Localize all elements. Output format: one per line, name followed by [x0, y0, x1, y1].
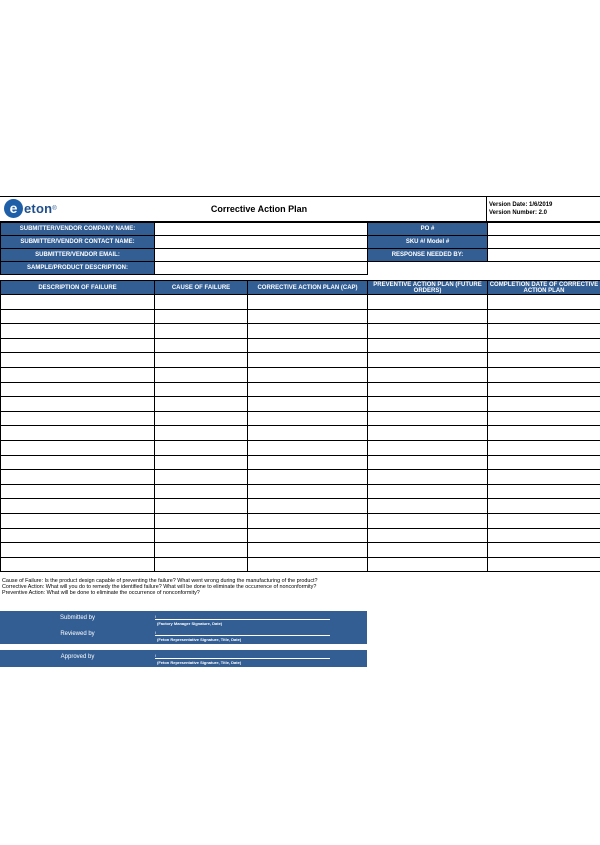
note-corrective: Corrective Action: What will you do to remedy the identified failure? What will be done to eliminate the occurrence of nonconformity?	[2, 584, 317, 591]
cause-cell[interactable]	[155, 353, 248, 368]
corrective-action-cell[interactable]	[248, 295, 368, 310]
product-description-field[interactable]	[155, 262, 368, 275]
corrective-action-cell[interactable]	[248, 309, 368, 324]
corrective-action-cell[interactable]	[248, 528, 368, 543]
feton-rep-caption: (Feton Representative Signature, Title, Date)	[157, 637, 242, 642]
corrective-action-cell[interactable]	[248, 353, 368, 368]
cause-cell[interactable]	[155, 397, 248, 412]
preventive-action-cell[interactable]	[368, 499, 488, 514]
preventive-action-cell[interactable]	[368, 338, 488, 353]
preventive-action-cell[interactable]	[368, 324, 488, 339]
table-row	[1, 367, 600, 382]
corrective-action-cell[interactable]	[248, 513, 368, 528]
corrective-action-cell[interactable]	[248, 484, 368, 499]
email-field[interactable]	[155, 249, 368, 262]
table-row	[1, 513, 600, 528]
completion-date-cell[interactable]	[488, 470, 600, 485]
table-row	[1, 295, 600, 310]
preventive-action-cell[interactable]	[368, 484, 488, 499]
description-cell[interactable]	[1, 397, 155, 412]
description-cell[interactable]	[1, 367, 155, 382]
reviewed-by-label: Reviewed by	[60, 631, 95, 637]
completion-date-cell[interactable]	[488, 543, 600, 558]
table-row	[1, 470, 600, 485]
completion-date-cell[interactable]	[488, 484, 600, 499]
feton-logo	[4, 199, 57, 218]
cause-cell[interactable]	[155, 543, 248, 558]
submitted-by-signature-line[interactable]	[155, 618, 330, 620]
preventive-action-cell[interactable]	[368, 426, 488, 441]
description-cell[interactable]	[1, 324, 155, 339]
col-preventive-action-plan: PREVENTIVE ACTION PLAN (FUTURE ORDERS)	[368, 281, 488, 295]
cause-cell[interactable]	[155, 338, 248, 353]
description-cell[interactable]	[1, 557, 155, 572]
description-cell[interactable]	[1, 353, 155, 368]
description-cell[interactable]	[1, 309, 155, 324]
cause-cell[interactable]	[155, 484, 248, 499]
description-cell[interactable]	[1, 484, 155, 499]
corrective-action-cell[interactable]	[248, 543, 368, 558]
cause-cell[interactable]	[155, 470, 248, 485]
approved-by-signature-line[interactable]	[155, 657, 330, 659]
col-cause-of-failure: CAUSE OF FAILURE	[155, 281, 248, 295]
table-row	[1, 528, 600, 543]
preventive-action-cell[interactable]	[368, 397, 488, 412]
cause-cell[interactable]	[155, 426, 248, 441]
cause-cell[interactable]	[155, 324, 248, 339]
form-title: Corrective Action Plan	[210, 204, 308, 214]
cause-cell[interactable]	[155, 455, 248, 470]
preventive-action-cell[interactable]	[368, 353, 488, 368]
info-table	[0, 222, 600, 275]
response-needed-field[interactable]	[488, 249, 600, 262]
corrective-action-cell[interactable]	[248, 557, 368, 572]
corrective-action-cell[interactable]	[248, 338, 368, 353]
description-cell[interactable]	[1, 470, 155, 485]
logo-registered: ®	[52, 205, 57, 212]
approved-by-label: Approved by	[60, 654, 95, 660]
response-needed-label: RESPONSE NEEDED BY:	[368, 249, 488, 262]
reviewed-by-signature-line[interactable]	[155, 634, 330, 636]
description-cell[interactable]	[1, 295, 155, 310]
note-cause: Cause of Failure: Is the product design capable of preventing the failure? What went wrong during the manufacturing of the product?	[2, 578, 318, 584]
completion-date-cell[interactable]	[488, 309, 600, 324]
contact-name-label: SUBMITTER/VENDOR CONTACT NAME:	[1, 236, 155, 249]
description-cell[interactable]	[1, 426, 155, 441]
table-row	[1, 484, 600, 499]
email-label: SUBMITTER/VENDOR EMAIL:	[1, 249, 155, 262]
table-row	[1, 455, 600, 470]
preventive-action-cell[interactable]	[368, 367, 488, 382]
contact-name-field[interactable]	[155, 236, 368, 249]
corrective-action-cell[interactable]	[248, 397, 368, 412]
cap-table	[0, 280, 600, 572]
completion-date-cell[interactable]	[488, 338, 600, 353]
completion-date-cell[interactable]	[488, 513, 600, 528]
completion-date-cell[interactable]	[488, 455, 600, 470]
submitted-by-label: Submitted by	[59, 615, 96, 621]
completion-date-cell[interactable]	[488, 411, 600, 426]
description-cell[interactable]	[1, 455, 155, 470]
table-row	[1, 338, 600, 353]
completion-date-cell[interactable]	[488, 440, 600, 455]
preventive-action-cell[interactable]	[368, 295, 488, 310]
table-row	[1, 397, 600, 412]
approval-signature-box: Approved by I (Feton Representative Signature, Title, Date)	[0, 650, 367, 667]
table-row	[1, 543, 600, 558]
sku-field[interactable]	[488, 236, 600, 249]
preventive-action-cell[interactable]	[368, 513, 488, 528]
preventive-action-cell[interactable]	[368, 528, 488, 543]
corrective-action-cell[interactable]	[248, 499, 368, 514]
logo-text: eton	[24, 201, 53, 216]
completion-date-cell[interactable]	[488, 426, 600, 441]
submission-signature-box: Submitted by I (Factory Manager Signature, Date) Reviewed by I (Feton Representative Signature, Title, Date)	[0, 611, 367, 644]
description-cell[interactable]	[1, 411, 155, 426]
company-name-field[interactable]	[155, 223, 368, 236]
corrective-action-cell[interactable]	[248, 426, 368, 441]
cause-cell[interactable]	[155, 411, 248, 426]
version-box	[486, 197, 600, 221]
completion-date-cell[interactable]	[488, 367, 600, 382]
table-row	[1, 324, 600, 339]
preventive-action-cell[interactable]	[368, 470, 488, 485]
cause-cell[interactable]	[155, 295, 248, 310]
preventive-action-cell[interactable]	[368, 455, 488, 470]
cause-cell[interactable]	[155, 367, 248, 382]
description-cell[interactable]	[1, 440, 155, 455]
table-row	[1, 411, 600, 426]
cause-cell[interactable]	[155, 309, 248, 324]
table-row	[1, 499, 600, 514]
corrective-action-cell[interactable]	[248, 382, 368, 397]
preventive-action-cell[interactable]	[368, 557, 488, 572]
table-row	[1, 440, 600, 455]
table-row	[1, 557, 600, 572]
description-cell[interactable]	[1, 499, 155, 514]
completion-date-cell[interactable]	[488, 382, 600, 397]
table-row	[1, 309, 600, 324]
feton-rep-caption-approval: (Feton Representative Signature, Title, Date)	[157, 660, 242, 665]
description-cell[interactable]	[1, 338, 155, 353]
po-field[interactable]	[488, 223, 600, 236]
cause-cell[interactable]	[155, 382, 248, 397]
factory-manager-caption: (Factory Manager Signature, Date)	[157, 621, 223, 626]
corrective-action-cell[interactable]	[248, 324, 368, 339]
description-cell[interactable]	[1, 528, 155, 543]
corrective-action-cell[interactable]	[248, 455, 368, 470]
table-row	[1, 426, 600, 441]
logo-mark: e	[4, 199, 23, 218]
preventive-action-cell[interactable]	[368, 382, 488, 397]
completion-date-cell[interactable]	[488, 353, 600, 368]
definitions-notes	[2, 578, 318, 597]
completion-date-cell[interactable]	[488, 295, 600, 310]
preventive-action-cell[interactable]	[368, 411, 488, 426]
description-cell[interactable]	[1, 543, 155, 558]
completion-date-cell[interactable]	[488, 499, 600, 514]
version-number: Version Number: 2.0	[489, 210, 548, 216]
corrective-action-cell[interactable]	[248, 367, 368, 382]
form-sheet	[0, 196, 600, 572]
cause-cell[interactable]	[155, 499, 248, 514]
preventive-action-cell[interactable]	[368, 309, 488, 324]
preventive-action-cell[interactable]	[368, 440, 488, 455]
version-date: Version Date: 1/6/2019	[489, 202, 553, 208]
col-description-of-failure: DESCRIPTION OF FAILURE	[1, 281, 155, 295]
description-cell[interactable]	[1, 382, 155, 397]
table-row	[1, 353, 600, 368]
col-completion-date: COMPLETION DATE OF CORRECTIVE ACTION PLAN	[488, 281, 600, 295]
company-name-label: SUBMITTER/VENDOR COMPANY NAME:	[1, 223, 155, 236]
cause-cell[interactable]	[155, 440, 248, 455]
note-preventive: Preventive Action: What will be done to eliminate the occurrence of nonconformity?	[2, 590, 200, 597]
completion-date-cell[interactable]	[488, 397, 600, 412]
product-description-label: SAMPLE/PRODUCT DESCRIPTION:	[1, 262, 155, 275]
corrective-action-cell[interactable]	[248, 470, 368, 485]
completion-date-cell[interactable]	[488, 324, 600, 339]
completion-date-cell[interactable]	[488, 557, 600, 572]
preventive-action-cell[interactable]	[368, 543, 488, 558]
cause-cell[interactable]	[155, 528, 248, 543]
table-row	[1, 382, 600, 397]
description-cell[interactable]	[1, 513, 155, 528]
corrective-action-cell[interactable]	[248, 411, 368, 426]
col-corrective-action-plan: CORRECTIVE ACTION PLAN (CAP)	[248, 281, 368, 295]
completion-date-cell[interactable]	[488, 528, 600, 543]
po-label: PO #	[368, 223, 488, 236]
sku-label: SKU #/ Model #	[368, 236, 488, 249]
corrective-action-cell[interactable]	[248, 440, 368, 455]
cause-cell[interactable]	[155, 557, 248, 572]
cause-cell[interactable]	[155, 513, 248, 528]
form-header	[0, 196, 600, 222]
